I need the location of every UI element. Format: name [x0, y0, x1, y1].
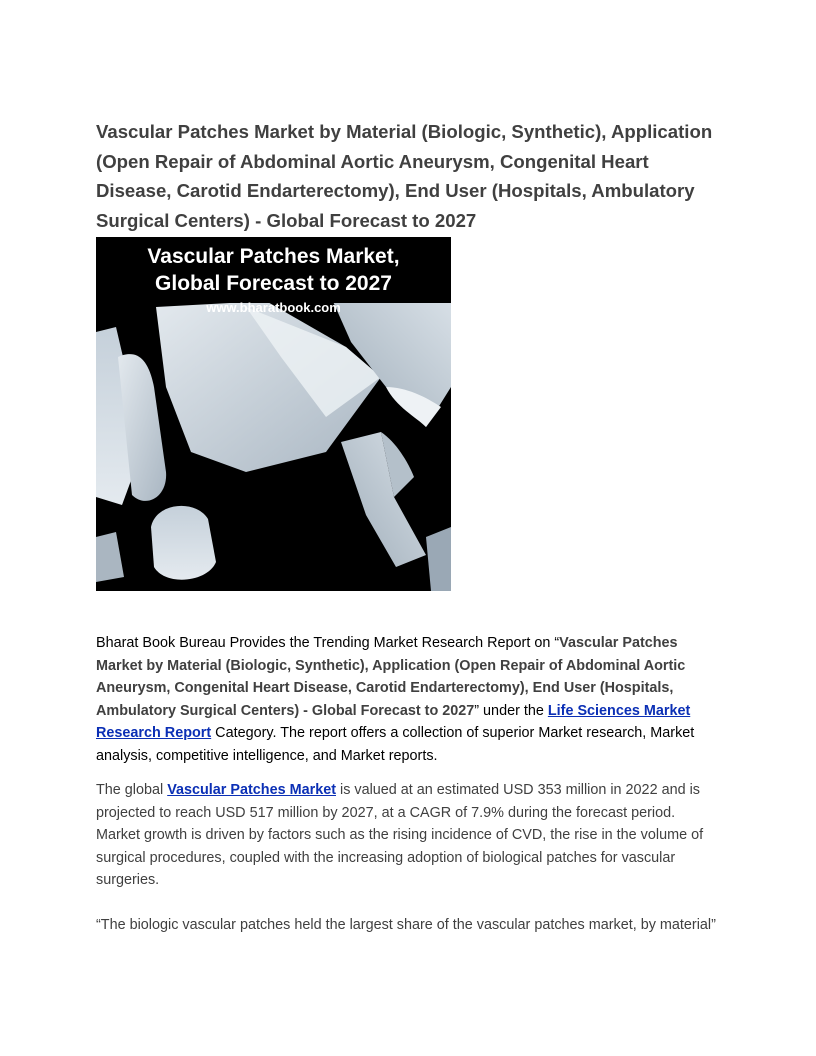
page-title: Vascular Patches Market by Material (Biologic, Synthetic), Application (Open Repair of Abdominal Aortic Aneurysm, Congenital Heart Disease, Carotid Endarterectomy), End User (Hospitals, Ambulatory Surgical Centers) - Global Forecast to 2027 — [96, 121, 713, 231]
cover-title-line2: Global Forecast to 2027 — [155, 272, 392, 295]
cover-title-line1: Vascular Patches Market, — [147, 245, 400, 268]
patch-oval — [151, 506, 216, 580]
vascular-patches-market-link[interactable]: Vascular Patches Market — [167, 782, 336, 798]
cover-url: www.bharatbook.com — [206, 300, 341, 315]
intro-tail: Category. The report offers a collection of superior Market research, Market analysis, competitive intelligence, and Market reports. — [96, 725, 695, 764]
report-name: Vascular Patches Market by Material (Biologic, Synthetic), Application (Open Repair of Abdominal Aortic Aneurysm, Congenital Heart Disease, Carotid Endarterectomy), End User (Hospitals, Ambulatory Surgical Centers) - Global Forecast to 2027 — [96, 635, 686, 719]
market-tail: is valued at an estimated USD 353 million in 2022 and is projected to reach USD 517 million by 2027, at a CAGR of 7.9% during the forecast period. Market growth is driven by factors such as the rising incidence of CVD, the rise in the volume of surgical procedures, coupled with the increasing adoption of biological patches for vascular surgeries. — [96, 782, 704, 889]
life-sciences-link[interactable]: Life Sciences Market Research Report — [96, 702, 691, 742]
cover-title — [96, 237, 451, 303]
intro-mid: ” under the — [474, 702, 548, 719]
market-paragraph — [96, 779, 720, 892]
quote-paragraph: “The biologic vascular patches held the largest share of the vascular patches market, by material” — [96, 917, 716, 933]
market-intro: The global — [96, 782, 168, 798]
cover-image — [96, 237, 451, 591]
intro-paragraph — [96, 632, 720, 768]
intro-text: Bharat Book Bureau Provides the Trending Market Research Report on “ — [96, 635, 560, 651]
